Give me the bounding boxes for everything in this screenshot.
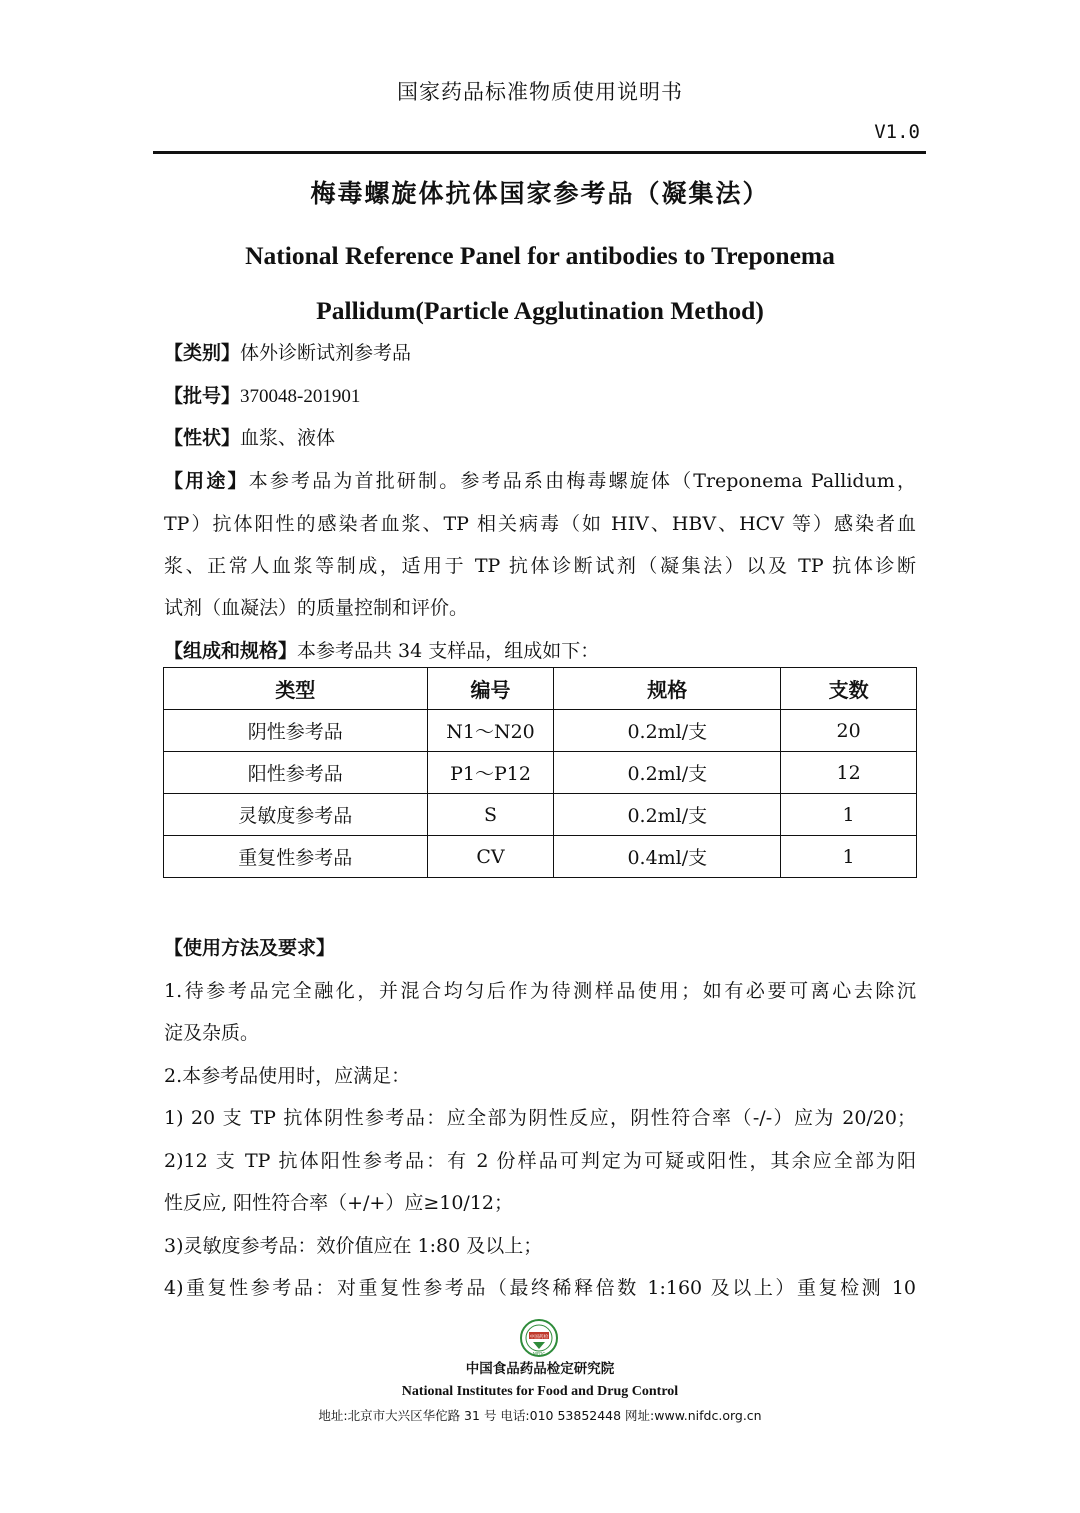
logo-ring-text: NIFDC [532, 1351, 546, 1357]
document-title-en [0, 228, 1080, 338]
table-cell: 阴性参考品 [164, 710, 428, 752]
method-item1-line2: 淀及杂质。 [164, 1022, 260, 1044]
method-sub1: 1) 20 支 TP 抗体阴性参考品：应全部为阴性反应，阴性符合率（-/-）应为 20/20； [164, 1107, 916, 1129]
version-label: V1.0 [874, 121, 920, 143]
method-item1-line1: 1.待参考品完全融化，并混合均匀后作为待测样品使用；如有必要可离心去除沉 [164, 980, 916, 1002]
table-cell: P1～P12 [427, 752, 554, 794]
table-row [164, 710, 917, 752]
method-sub3: 3)灵敏度参考品：效价值应在 1:80 及以上； [164, 1235, 543, 1257]
table-header-row [164, 668, 917, 710]
document-title-en-line1: National Reference Panel for antibodies to Treponema [245, 241, 835, 270]
table-header-spec: 规格 [554, 668, 781, 710]
method-sub2-line2: 性反应, 阳性符合率（+/+）应≥10/12； [164, 1192, 513, 1214]
table-cell: 阳性参考品 [164, 752, 428, 794]
table-cell: 0.2ml/支 [554, 794, 781, 836]
table-header-type: 类型 [164, 668, 428, 710]
method-sub4: 4)重复性参考品：对重复性参考品（最终稀释倍数 1:160 及以上）重复检测 10 [164, 1277, 916, 1299]
batch-row [164, 381, 916, 408]
usage-line4: 试剂（血凝法）的质量控制和评价。 [164, 597, 469, 619]
table-cell: 重复性参考品 [164, 836, 428, 878]
composition-table [163, 667, 917, 878]
nifdc-logo-icon [519, 1318, 559, 1358]
table-header-code: 编号 [427, 668, 554, 710]
header-title: 国家药品标准物质使用说明书 [397, 80, 683, 104]
table-row [164, 752, 917, 794]
table-cell: 12 [781, 752, 917, 794]
property-row [164, 423, 916, 450]
method-item2: 2.本参考品使用时，应满足： [164, 1065, 411, 1087]
header-divider [153, 151, 926, 154]
footer-org-cn: 中国食品药品检定研究院 [465, 1361, 615, 1377]
table-cell: 灵敏度参考品 [164, 794, 428, 836]
composition-row [164, 636, 916, 663]
table-row [164, 794, 917, 836]
table-cell: 1 [781, 794, 917, 836]
table-row [164, 836, 917, 878]
composition-value: 本参考品共 34 支样品，组成如下： [297, 640, 600, 662]
usage-line1: 本参考品为首批研制。参考品系由梅毒螺旋体（Treponema Pallidum， [248, 470, 916, 492]
table-cell: 0.2ml/支 [554, 710, 781, 752]
batch-value: 370048-201901 [240, 386, 361, 407]
usage-line2: TP）抗体阳性的感染者血浆、TP 相关病毒（如 HIV、HBV、HCV 等）感染者血 [164, 513, 916, 535]
property-label: 【性状】 [164, 427, 241, 449]
method-sub2-line1: 2)12 支 TP 抗体阳性参考品：有 2 份样品可判定为可疑或阳性，其余应全部为阳 [164, 1150, 916, 1172]
document-title-cn: 梅毒螺旋体抗体国家参考品（凝集法） [310, 179, 770, 208]
table-cell: N1～N20 [427, 710, 554, 752]
method-heading: 【使用方法及要求】 [164, 937, 336, 959]
footer-org-en: National Institutes for Food and Drug Control [401, 1384, 679, 1399]
table-cell: CV [427, 836, 554, 878]
table-cell: 20 [781, 710, 917, 752]
composition-label: 【组成和规格】 [164, 640, 298, 662]
table-cell: 0.4ml/支 [554, 836, 781, 878]
usage-line3: 浆、正常人血浆等制成，适用于 TP 抗体诊断试剂（凝集法）以及 TP 抗体诊断 [164, 555, 916, 577]
table-cell: S [427, 794, 554, 836]
document-title-en-line2: Pallidum(Particle Agglutination Method) [316, 296, 764, 325]
table-cell: 1 [781, 836, 917, 878]
usage-label: 【用途】 [164, 470, 249, 492]
footer-address: 地址:北京市大兴区华佗路 31 号 电话:010 53852448 网址:www.nifdc.org.cn [318, 1408, 762, 1423]
category-label: 【类别】 [164, 342, 241, 364]
category-value: 体外诊断试剂参考品 [240, 342, 412, 364]
logo-text: 中国药检 [529, 1334, 549, 1340]
table-header-count: 支数 [781, 668, 917, 710]
batch-label: 【批号】 [164, 385, 241, 407]
table-cell: 0.2ml/支 [554, 752, 781, 794]
usage-row [164, 466, 916, 493]
property-value: 血浆、液体 [240, 427, 336, 449]
category-row [164, 338, 916, 365]
